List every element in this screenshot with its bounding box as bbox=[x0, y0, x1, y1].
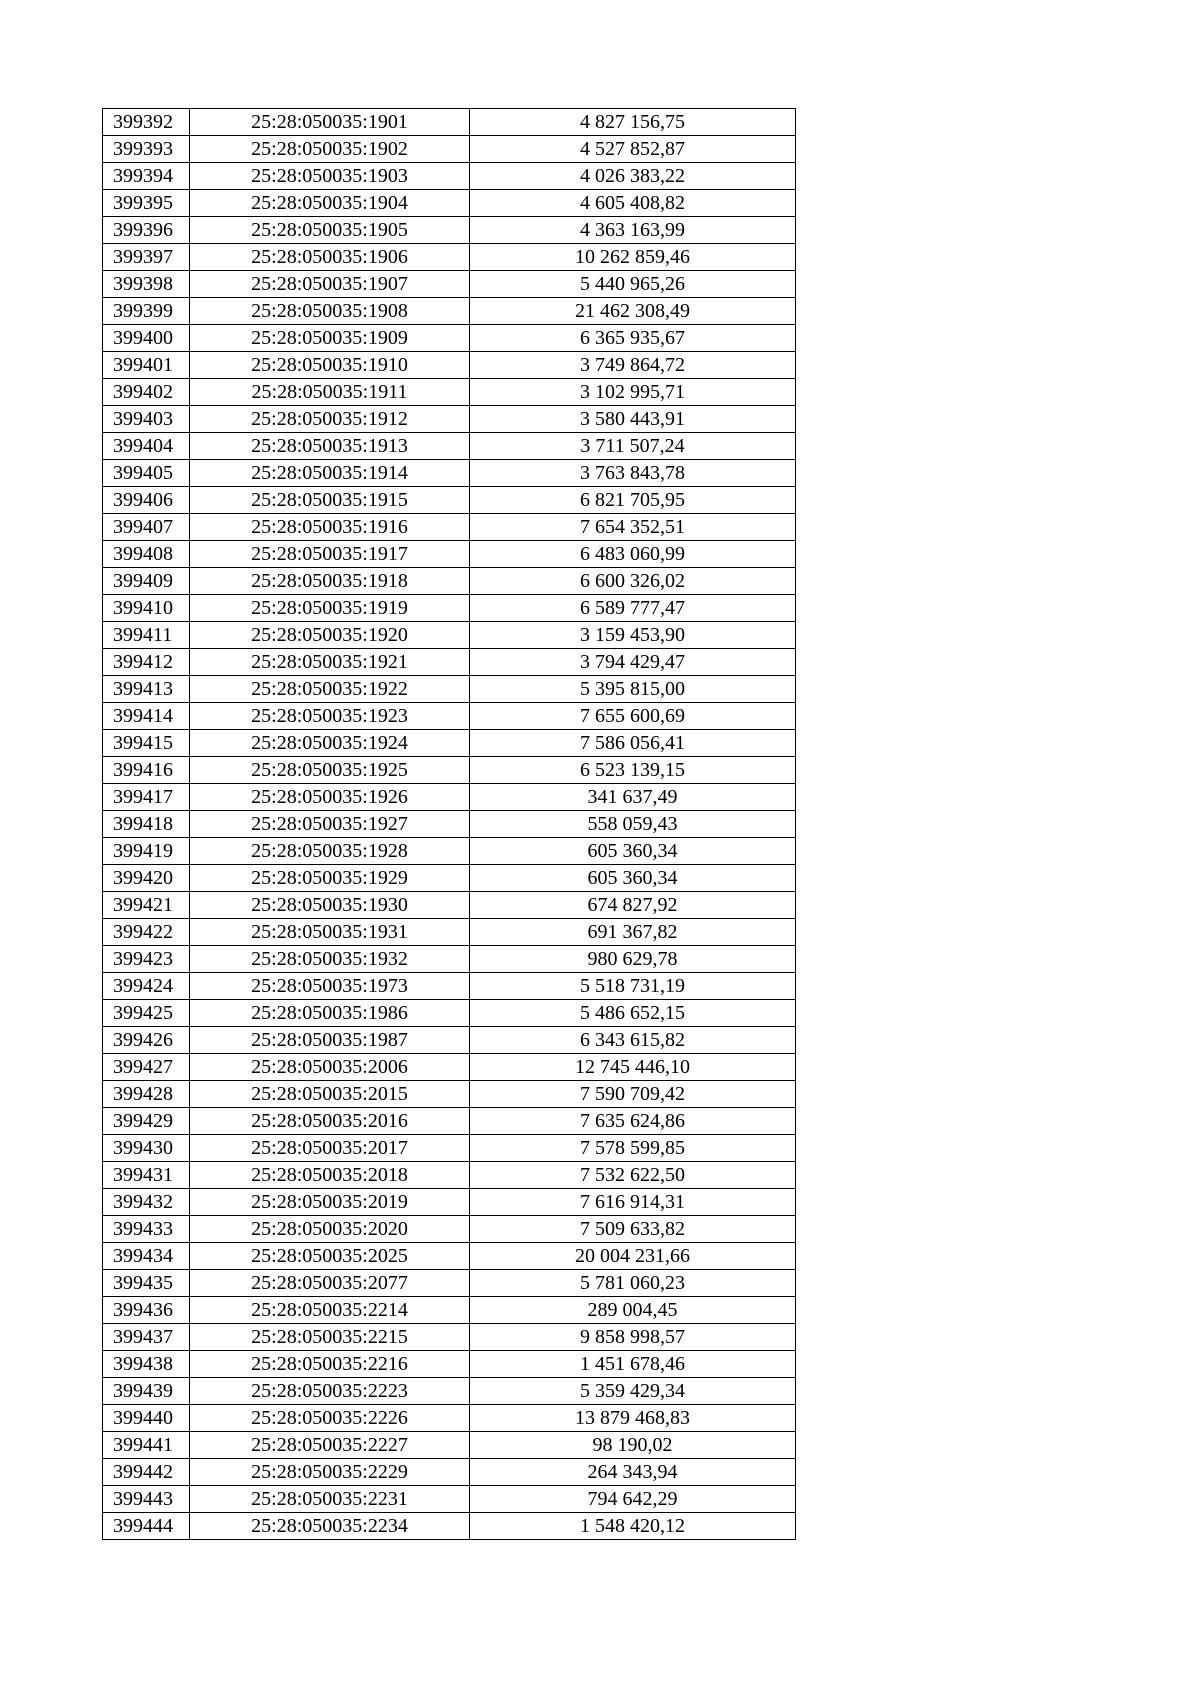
cadastral-value-cell: 3 711 507,24 bbox=[470, 433, 796, 460]
cadastral-number-cell: 25:28:050035:1928 bbox=[190, 838, 470, 865]
cadastral-number-cell: 25:28:050035:2015 bbox=[190, 1081, 470, 1108]
cadastral-value-cell: 794 642,29 bbox=[470, 1486, 796, 1513]
table-row bbox=[103, 1432, 796, 1459]
table-row bbox=[103, 1405, 796, 1432]
row-number-cell: 399437 bbox=[103, 1324, 190, 1351]
cadastral-number-cell: 25:28:050035:1932 bbox=[190, 946, 470, 973]
cadastral-number-cell: 25:28:050035:2215 bbox=[190, 1324, 470, 1351]
row-number-cell: 399409 bbox=[103, 568, 190, 595]
cadastral-number-cell: 25:28:050035:1916 bbox=[190, 514, 470, 541]
cadastral-value-cell: 4 827 156,75 bbox=[470, 109, 796, 136]
cadastral-value-cell: 7 616 914,31 bbox=[470, 1189, 796, 1216]
cadastral-number-cell: 25:28:050035:1927 bbox=[190, 811, 470, 838]
row-number-cell: 399429 bbox=[103, 1108, 190, 1135]
table-row bbox=[103, 1378, 796, 1405]
cadastral-number-cell: 25:28:050035:1915 bbox=[190, 487, 470, 514]
row-number-cell: 399420 bbox=[103, 865, 190, 892]
row-number-cell: 399433 bbox=[103, 1216, 190, 1243]
row-number-cell: 399394 bbox=[103, 163, 190, 190]
row-number-cell: 399395 bbox=[103, 190, 190, 217]
cadastral-number-cell: 25:28:050035:1908 bbox=[190, 298, 470, 325]
table-row bbox=[103, 1027, 796, 1054]
row-number-cell: 399436 bbox=[103, 1297, 190, 1324]
cadastral-number-cell: 25:28:050035:1913 bbox=[190, 433, 470, 460]
cadastral-value-cell: 674 827,92 bbox=[470, 892, 796, 919]
cadastral-value-cell: 12 745 446,10 bbox=[470, 1054, 796, 1081]
cadastral-value-cell: 3 159 453,90 bbox=[470, 622, 796, 649]
cadastral-value-cell: 5 395 815,00 bbox=[470, 676, 796, 703]
cadastral-number-cell: 25:28:050035:1924 bbox=[190, 730, 470, 757]
cadastral-value-cell: 1 451 678,46 bbox=[470, 1351, 796, 1378]
table-row bbox=[103, 487, 796, 514]
row-number-cell: 399421 bbox=[103, 892, 190, 919]
cadastral-value-cell: 6 343 615,82 bbox=[470, 1027, 796, 1054]
row-number-cell: 399435 bbox=[103, 1270, 190, 1297]
table-row bbox=[103, 298, 796, 325]
row-number-cell: 399431 bbox=[103, 1162, 190, 1189]
row-number-cell: 399424 bbox=[103, 973, 190, 1000]
cadastral-value-cell: 7 590 709,42 bbox=[470, 1081, 796, 1108]
row-number-cell: 399432 bbox=[103, 1189, 190, 1216]
cadastral-number-cell: 25:28:050035:1926 bbox=[190, 784, 470, 811]
cadastral-number-cell: 25:28:050035:1902 bbox=[190, 136, 470, 163]
row-number-cell: 399396 bbox=[103, 217, 190, 244]
cadastral-value-cell: 7 635 624,86 bbox=[470, 1108, 796, 1135]
row-number-cell: 399413 bbox=[103, 676, 190, 703]
cadastral-value-cell: 264 343,94 bbox=[470, 1459, 796, 1486]
table-row bbox=[103, 649, 796, 676]
row-number-cell: 399392 bbox=[103, 109, 190, 136]
cadastral-number-cell: 25:28:050035:2214 bbox=[190, 1297, 470, 1324]
row-number-cell: 399401 bbox=[103, 352, 190, 379]
row-number-cell: 399438 bbox=[103, 1351, 190, 1378]
table-row bbox=[103, 1162, 796, 1189]
row-number-cell: 399430 bbox=[103, 1135, 190, 1162]
table-row bbox=[103, 703, 796, 730]
cadastral-number-cell: 25:28:050035:1901 bbox=[190, 109, 470, 136]
cadastral-number-cell: 25:28:050035:2025 bbox=[190, 1243, 470, 1270]
cadastral-value-cell: 6 600 326,02 bbox=[470, 568, 796, 595]
cadastral-value-cell: 4 605 408,82 bbox=[470, 190, 796, 217]
row-number-cell: 399398 bbox=[103, 271, 190, 298]
table-row bbox=[103, 136, 796, 163]
cadastral-number-cell: 25:28:050035:1914 bbox=[190, 460, 470, 487]
row-number-cell: 399427 bbox=[103, 1054, 190, 1081]
row-number-cell: 399410 bbox=[103, 595, 190, 622]
row-number-cell: 399428 bbox=[103, 1081, 190, 1108]
cadastral-value-cell: 6 483 060,99 bbox=[470, 541, 796, 568]
table-row bbox=[103, 730, 796, 757]
table-row bbox=[103, 325, 796, 352]
table-row bbox=[103, 595, 796, 622]
cadastral-value-cell: 1 548 420,12 bbox=[470, 1513, 796, 1540]
table-row bbox=[103, 379, 796, 406]
cadastral-value-cell: 6 589 777,47 bbox=[470, 595, 796, 622]
table-row bbox=[103, 1189, 796, 1216]
cadastral-value-cell: 5 440 965,26 bbox=[470, 271, 796, 298]
cadastral-value-cell: 5 486 652,15 bbox=[470, 1000, 796, 1027]
cadastral-number-cell: 25:28:050035:1903 bbox=[190, 163, 470, 190]
cadastral-number-cell: 25:28:050035:1907 bbox=[190, 271, 470, 298]
cadastral-number-cell: 25:28:050035:2077 bbox=[190, 1270, 470, 1297]
table-row bbox=[103, 163, 796, 190]
cadastral-value-cell: 3 102 995,71 bbox=[470, 379, 796, 406]
cadastral-number-cell: 25:28:050035:1911 bbox=[190, 379, 470, 406]
cadastral-value-cell: 98 190,02 bbox=[470, 1432, 796, 1459]
cadastral-value-cell: 5 781 060,23 bbox=[470, 1270, 796, 1297]
cadastral-number-cell: 25:28:050035:2226 bbox=[190, 1405, 470, 1432]
table-row bbox=[103, 433, 796, 460]
cadastral-value-cell: 6 365 935,67 bbox=[470, 325, 796, 352]
row-number-cell: 399418 bbox=[103, 811, 190, 838]
cadastral-value-cell: 7 532 622,50 bbox=[470, 1162, 796, 1189]
cadastral-value-cell: 3 580 443,91 bbox=[470, 406, 796, 433]
table-row bbox=[103, 1513, 796, 1540]
row-number-cell: 399400 bbox=[103, 325, 190, 352]
cadastral-value-cell: 9 858 998,57 bbox=[470, 1324, 796, 1351]
row-number-cell: 399425 bbox=[103, 1000, 190, 1027]
row-number-cell: 399443 bbox=[103, 1486, 190, 1513]
cadastral-number-cell: 25:28:050035:2234 bbox=[190, 1513, 470, 1540]
table-row bbox=[103, 1216, 796, 1243]
table-row bbox=[103, 271, 796, 298]
table-row bbox=[103, 838, 796, 865]
table-row bbox=[103, 406, 796, 433]
row-number-cell: 399440 bbox=[103, 1405, 190, 1432]
table-row bbox=[103, 514, 796, 541]
cadastral-value-cell: 5 518 731,19 bbox=[470, 973, 796, 1000]
table-row bbox=[103, 1243, 796, 1270]
cadastral-value-cell: 605 360,34 bbox=[470, 838, 796, 865]
row-number-cell: 399402 bbox=[103, 379, 190, 406]
cadastral-number-cell: 25:28:050035:1930 bbox=[190, 892, 470, 919]
table-body bbox=[103, 109, 796, 1540]
row-number-cell: 399442 bbox=[103, 1459, 190, 1486]
cadastral-value-cell: 13 879 468,83 bbox=[470, 1405, 796, 1432]
cadastral-number-cell: 25:28:050035:1987 bbox=[190, 1027, 470, 1054]
cadastral-number-cell: 25:28:050035:1906 bbox=[190, 244, 470, 271]
cadastral-number-cell: 25:28:050035:2227 bbox=[190, 1432, 470, 1459]
cadastral-number-cell: 25:28:050035:1920 bbox=[190, 622, 470, 649]
cadastral-value-cell: 6 523 139,15 bbox=[470, 757, 796, 784]
cadastral-value-cell: 4 527 852,87 bbox=[470, 136, 796, 163]
cadastral-value-cell: 20 004 231,66 bbox=[470, 1243, 796, 1270]
cadastral-number-cell: 25:28:050035:1925 bbox=[190, 757, 470, 784]
cadastral-number-cell: 25:28:050035:2223 bbox=[190, 1378, 470, 1405]
cadastral-value-cell: 7 578 599,85 bbox=[470, 1135, 796, 1162]
table-row bbox=[103, 1108, 796, 1135]
cadastral-value-cell: 4 363 163,99 bbox=[470, 217, 796, 244]
cadastral-number-cell: 25:28:050035:2231 bbox=[190, 1486, 470, 1513]
table-row bbox=[103, 217, 796, 244]
cadastral-number-cell: 25:28:050035:2216 bbox=[190, 1351, 470, 1378]
cadastral-number-cell: 25:28:050035:2016 bbox=[190, 1108, 470, 1135]
cadastral-number-cell: 25:28:050035:2017 bbox=[190, 1135, 470, 1162]
cadastral-number-cell: 25:28:050035:1922 bbox=[190, 676, 470, 703]
row-number-cell: 399393 bbox=[103, 136, 190, 163]
cadastral-number-cell: 25:28:050035:1921 bbox=[190, 649, 470, 676]
cadastral-value-cell: 3 794 429,47 bbox=[470, 649, 796, 676]
table-row bbox=[103, 460, 796, 487]
cadastral-value-cell: 5 359 429,34 bbox=[470, 1378, 796, 1405]
cadastral-value-cell: 4 026 383,22 bbox=[470, 163, 796, 190]
table-row bbox=[103, 973, 796, 1000]
table-row bbox=[103, 1324, 796, 1351]
cadastral-number-cell: 25:28:050035:2020 bbox=[190, 1216, 470, 1243]
cadastral-value-table bbox=[102, 108, 796, 1540]
table-row bbox=[103, 1486, 796, 1513]
cadastral-number-cell: 25:28:050035:2019 bbox=[190, 1189, 470, 1216]
cadastral-value-cell: 3 763 843,78 bbox=[470, 460, 796, 487]
row-number-cell: 399408 bbox=[103, 541, 190, 568]
cadastral-number-cell: 25:28:050035:2006 bbox=[190, 1054, 470, 1081]
row-number-cell: 399407 bbox=[103, 514, 190, 541]
cadastral-number-cell: 25:28:050035:1917 bbox=[190, 541, 470, 568]
row-number-cell: 399412 bbox=[103, 649, 190, 676]
cadastral-value-cell: 289 004,45 bbox=[470, 1297, 796, 1324]
row-number-cell: 399444 bbox=[103, 1513, 190, 1540]
table-row bbox=[103, 1000, 796, 1027]
table-row bbox=[103, 1135, 796, 1162]
cadastral-value-cell: 980 629,78 bbox=[470, 946, 796, 973]
row-number-cell: 399406 bbox=[103, 487, 190, 514]
row-number-cell: 399439 bbox=[103, 1378, 190, 1405]
table-row bbox=[103, 946, 796, 973]
row-number-cell: 399441 bbox=[103, 1432, 190, 1459]
cadastral-value-cell: 605 360,34 bbox=[470, 865, 796, 892]
table-row bbox=[103, 190, 796, 217]
row-number-cell: 399419 bbox=[103, 838, 190, 865]
cadastral-number-cell: 25:28:050035:1912 bbox=[190, 406, 470, 433]
row-number-cell: 399414 bbox=[103, 703, 190, 730]
row-number-cell: 399434 bbox=[103, 1243, 190, 1270]
cadastral-value-cell: 10 262 859,46 bbox=[470, 244, 796, 271]
cadastral-value-cell: 3 749 864,72 bbox=[470, 352, 796, 379]
row-number-cell: 399415 bbox=[103, 730, 190, 757]
table-row bbox=[103, 865, 796, 892]
cadastral-value-cell: 691 367,82 bbox=[470, 919, 796, 946]
cadastral-number-cell: 25:28:050035:1918 bbox=[190, 568, 470, 595]
row-number-cell: 399422 bbox=[103, 919, 190, 946]
cadastral-number-cell: 25:28:050035:2229 bbox=[190, 1459, 470, 1486]
cadastral-number-cell: 25:28:050035:1986 bbox=[190, 1000, 470, 1027]
table-row bbox=[103, 676, 796, 703]
table-row bbox=[103, 1297, 796, 1324]
cadastral-value-cell: 558 059,43 bbox=[470, 811, 796, 838]
table-row bbox=[103, 784, 796, 811]
cadastral-number-cell: 25:28:050035:1931 bbox=[190, 919, 470, 946]
cadastral-number-cell: 25:28:050035:1904 bbox=[190, 190, 470, 217]
cadastral-number-cell: 25:28:050035:1905 bbox=[190, 217, 470, 244]
cadastral-number-cell: 25:28:050035:1919 bbox=[190, 595, 470, 622]
table-row bbox=[103, 892, 796, 919]
cadastral-value-cell: 7 655 600,69 bbox=[470, 703, 796, 730]
table-row bbox=[103, 757, 796, 784]
table-row bbox=[103, 811, 796, 838]
cadastral-value-cell: 7 509 633,82 bbox=[470, 1216, 796, 1243]
table-row bbox=[103, 244, 796, 271]
cadastral-value-cell: 7 586 056,41 bbox=[470, 730, 796, 757]
cadastral-number-cell: 25:28:050035:1973 bbox=[190, 973, 470, 1000]
cadastral-number-cell: 25:28:050035:1909 bbox=[190, 325, 470, 352]
table-row bbox=[103, 1351, 796, 1378]
table-row bbox=[103, 1459, 796, 1486]
cadastral-value-cell: 21 462 308,49 bbox=[470, 298, 796, 325]
cadastral-value-cell: 7 654 352,51 bbox=[470, 514, 796, 541]
row-number-cell: 399417 bbox=[103, 784, 190, 811]
cadastral-value-cell: 6 821 705,95 bbox=[470, 487, 796, 514]
row-number-cell: 399399 bbox=[103, 298, 190, 325]
row-number-cell: 399404 bbox=[103, 433, 190, 460]
table-row bbox=[103, 109, 796, 136]
cadastral-number-cell: 25:28:050035:1910 bbox=[190, 352, 470, 379]
table-row bbox=[103, 1081, 796, 1108]
table-row bbox=[103, 919, 796, 946]
table-row bbox=[103, 568, 796, 595]
table-row bbox=[103, 352, 796, 379]
row-number-cell: 399423 bbox=[103, 946, 190, 973]
table-row bbox=[103, 622, 796, 649]
row-number-cell: 399397 bbox=[103, 244, 190, 271]
table-row bbox=[103, 541, 796, 568]
table-row bbox=[103, 1270, 796, 1297]
cadastral-number-cell: 25:28:050035:1929 bbox=[190, 865, 470, 892]
row-number-cell: 399411 bbox=[103, 622, 190, 649]
row-number-cell: 399426 bbox=[103, 1027, 190, 1054]
table-row bbox=[103, 1054, 796, 1081]
cadastral-value-cell: 341 637,49 bbox=[470, 784, 796, 811]
cadastral-number-cell: 25:28:050035:2018 bbox=[190, 1162, 470, 1189]
cadastral-number-cell: 25:28:050035:1923 bbox=[190, 703, 470, 730]
row-number-cell: 399403 bbox=[103, 406, 190, 433]
row-number-cell: 399405 bbox=[103, 460, 190, 487]
row-number-cell: 399416 bbox=[103, 757, 190, 784]
